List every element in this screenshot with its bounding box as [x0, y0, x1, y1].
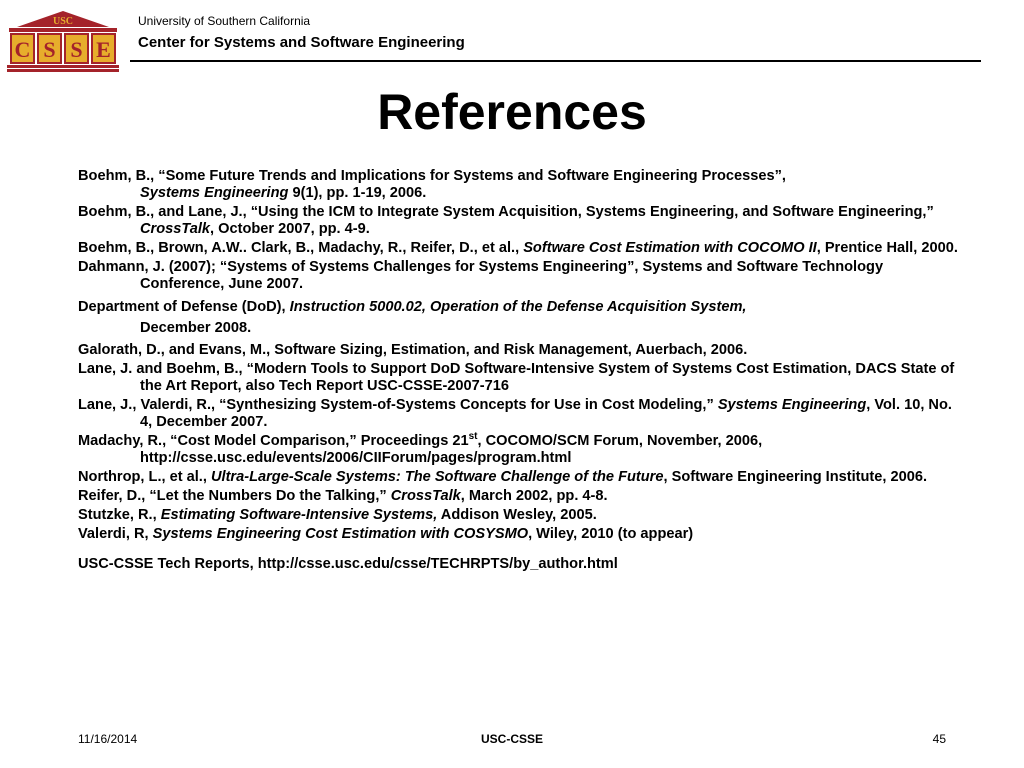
footer-date: 11/16/2014 [78, 732, 138, 746]
reference-item: Dahmann, J. (2007); “Systems of Systems Challenges for Systems Engineering”, Systems and Software Technology Conference, June 2007. [78, 259, 884, 292]
reference-item: Reifer, D., “Let the Numbers Do the Talking,” CrossTalk, March 2002, pp. 4-8. [78, 488, 608, 504]
svg-text:USC: USC [52, 16, 74, 27]
reference-item: Department of Defense (DoD), Instruction 5000.02, Operation of the Defense Acquisition System, December 2008. [78, 299, 747, 336]
svg-text:S: S [43, 37, 56, 62]
reference-item: USC-CSSE Tech Reports, http://csse.usc.edu/csse/TECHRPTS/by_author.html [78, 556, 618, 572]
svg-text:S: S [70, 37, 83, 62]
center-name: Center for Systems and Software Engineering [138, 34, 465, 51]
page-number: 45 [932, 732, 946, 746]
reference-item: Northrop, L., et al., Ultra-Large-Scale Systems: The Software Challenge of the Future, Software Engineering Institute, 2006. [78, 469, 928, 485]
svg-text:E: E [96, 37, 111, 62]
reference-list [78, 168, 958, 575]
university-name: University of Southern California [138, 14, 311, 28]
reference-item: Valerdi, R, Systems Engineering Cost Estimation with COSYSMO, Wiley, 2010 (to appear) [78, 526, 694, 542]
reference-item: Lane, J. and Boehm, B., “Modern Tools to Support DoD Software-Intensive System of Systems Cost Estimation, DACS State of the Art Report, also Tech Report USC-CSSE-2007-716 [78, 361, 955, 394]
reference-item: Stutzke, R., Estimating Software-Intensive Systems, Addison Wesley, 2005. [78, 507, 597, 523]
reference-item: Galorath, D., and Evans, M., Software Sizing, Estimation, and Risk Management, Auerbach, 2006. [78, 342, 748, 358]
footer-org: USC-CSSE [480, 732, 543, 746]
reference-item: Boehm, B., and Lane, J., “Using the ICM to Integrate System Acquisition, Systems Engineering, and Software Engineering,” CrossTalk, October 2007, pp. 4-9. [78, 204, 934, 237]
reference-item: Madachy, R., “Cost Model Comparison,” Proceedings 21st, COCOMO/SCM Forum, November, 2006, http://csse.usc.edu/events/2006/CIIForum/pages/program.html [78, 431, 763, 466]
svg-text:C: C [14, 37, 31, 62]
header-text [138, 14, 465, 52]
reference-item: Boehm, B., Brown, A.W.. Clark, B., Madachy, R., Reifer, D., et al., Software Cost Estimation with COCOMO II, Prentice Hall, 2000. [78, 240, 958, 256]
reference-item: Boehm, B., “Some Future Trends and Implications for Systems and Software Engineering Processes”, Systems Engineering 9(1), pp. 1-19, 2006. [78, 168, 786, 201]
reference-item: Lane, J., Valerdi, R., “Synthesizing System-of-Systems Concepts for Use in Cost Modeling,” Systems Engineering, Vol. 10, No. 4, December 2007. [78, 397, 952, 430]
slide-title: References [377, 84, 647, 140]
usc-csse-logo [7, 11, 119, 73]
header-divider [130, 60, 981, 62]
